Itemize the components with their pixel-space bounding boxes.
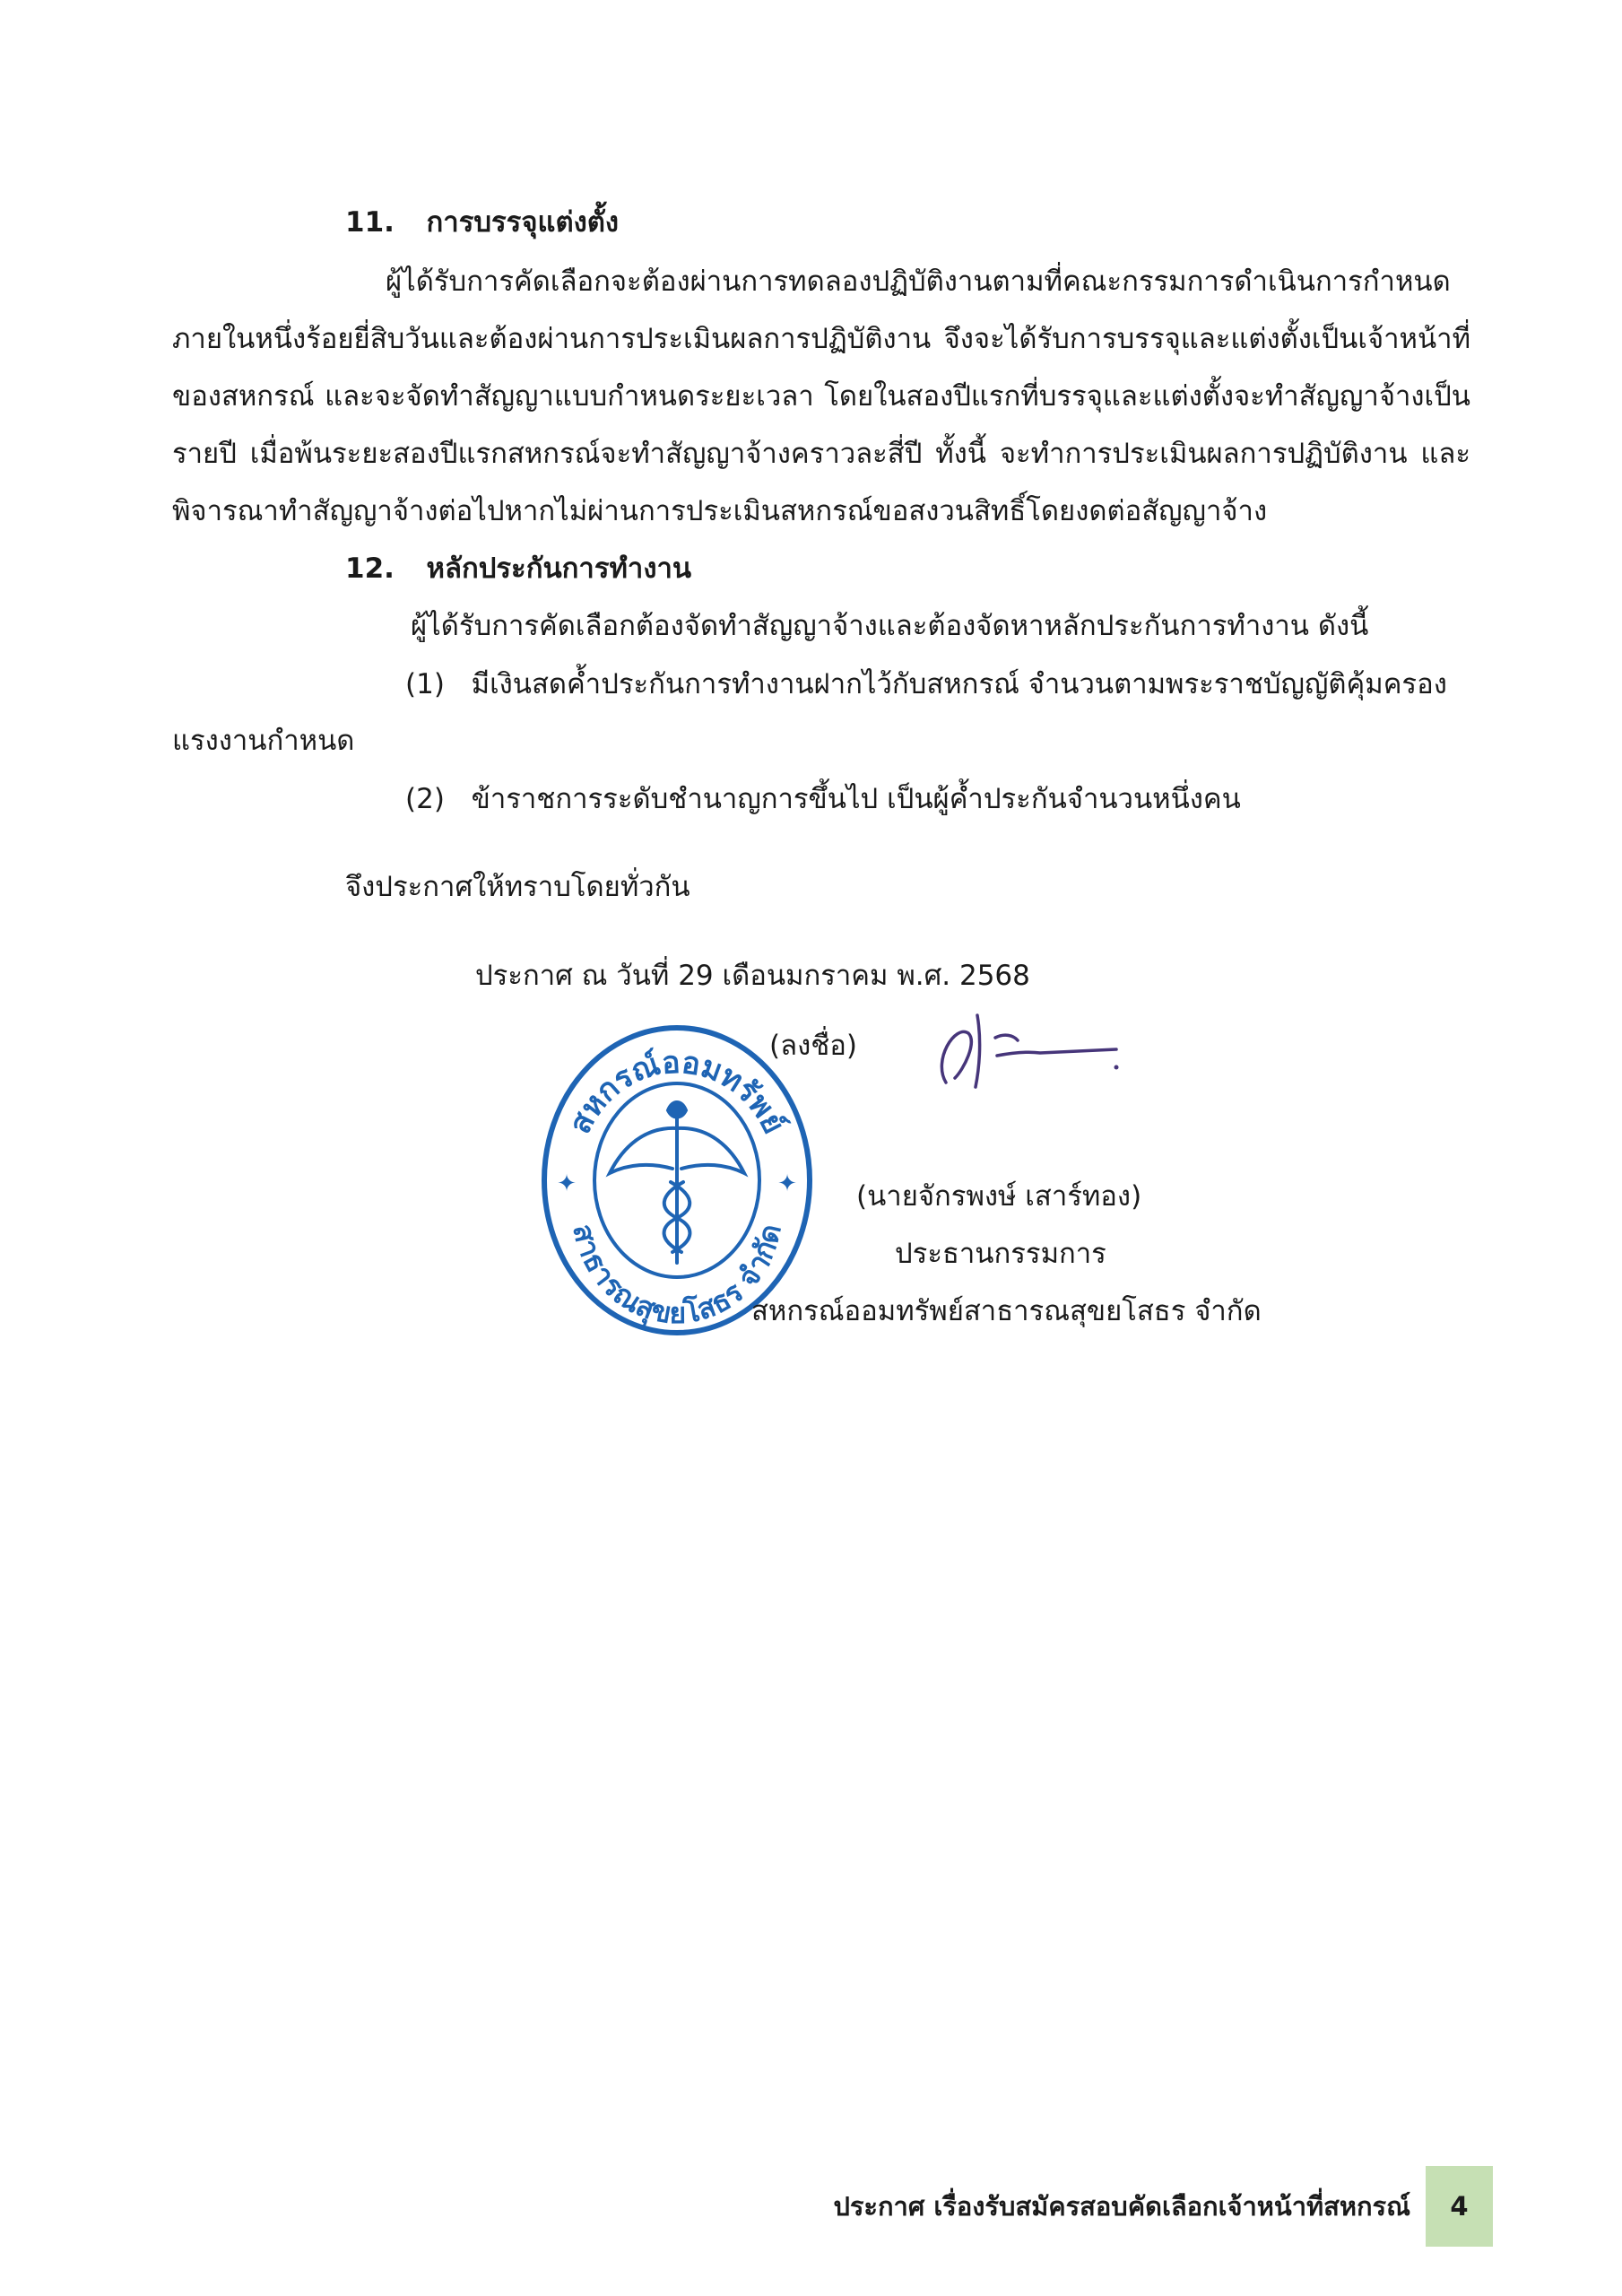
handwritten-signature (915, 997, 1121, 1096)
paragraph-line: ภายในหนึ่งร้อยยี่สิบวันและต้องผ่านการประเมินผลการปฏิบัติงาน จึงจะได้รับการบรรจุและแต่งตั้งเป็นเจ้าหน้าที่ (172, 323, 1470, 355)
paragraph-line: ผู้ได้รับการคัดเลือกจะต้องผ่านการทดลองปฏิบัติงานตามที่คณะกรรมการดำเนินการกำหนด (386, 265, 1451, 298)
section-number: 12. (345, 552, 395, 585)
announcement-date: ประกาศ ณ วันที่ 29 เดือนมกราคม พ.ศ. 2568 (475, 960, 1030, 992)
section-title: การบรรจุแต่งตั้ง (426, 206, 620, 239)
closing-statement: จึงประกาศให้ทราบโดยทั่วกัน (345, 871, 690, 903)
section-12-heading (345, 545, 691, 590)
svg-text:✦: ✦ (557, 1170, 577, 1197)
list-item-continuation: แรงงานกำหนด (172, 725, 355, 757)
list-item-number: (1) (405, 668, 445, 700)
signatory-organization: สหกรณ์ออมทรัพย์สาธารณสุขยโสธร จำกัด (751, 1295, 1262, 1327)
caduceus-emblem-icon (610, 1102, 744, 1263)
paragraph-line: พิจารณาทำสัญญาจ้างต่อไปหากไม่ผ่านการประเมินสหกรณ์ขอสงวนสิทธิ์โดยงดต่อสัญญาจ้าง (172, 495, 1268, 527)
signatory-position: ประธานกรรมการ (895, 1238, 1106, 1270)
svg-text:✦: ✦ (777, 1170, 797, 1197)
signatory-name: (นายจักรพงษ์ เสาร์ทอง) (856, 1180, 1142, 1213)
list-item (405, 776, 1241, 821)
page-footer (0, 2166, 1622, 2247)
list-item (405, 661, 1447, 706)
section-intro: ผู้ได้รับการคัดเลือกต้องจัดทำสัญญาจ้างและต้องจัดหาหลักประกันการทำงาน ดังนี้ (411, 610, 1369, 642)
paragraph-line: รายปี เมื่อพ้นระยะสองปีแรกสหกรณ์จะทำสัญญาจ้างคราวละสี่ปี ทั้งนี้ จะทำการประเมินผลการปฏิบัติงาน และ (172, 438, 1470, 470)
list-item-text: มีเงินสดค้ำประกันการทำงานฝากไว้กับสหกรณ์ จำนวนตามพระราชบัญญัติคุ้มครอง (471, 668, 1447, 700)
section-title: หลักประกันการทำงาน (426, 552, 692, 585)
seal-bottom-text: สาธารณสุขยโสธร จำกัด (566, 1221, 788, 1331)
seal-top-text: สหกรณ์ออมทรัพย์ (561, 1044, 793, 1140)
list-item-number: (2) (405, 783, 445, 815)
sign-label: (ลงชื่อ) (769, 1030, 857, 1062)
signature-block (538, 1013, 1262, 1354)
list-item-text: ข้าราชการระดับชำนาญการขึ้นไป เป็นผู้ค้ำประกันจำนวนหนึ่งคน (471, 783, 1241, 815)
paragraph-line: ของสหกรณ์ และจะจัดทำสัญญาแบบกำหนดระยะเวลา โดยในสองปีแรกที่บรรจุและแต่งตั้งจะทำสัญญาจ้างเป็น (172, 380, 1470, 413)
section-number: 11. (345, 206, 395, 239)
footer-title: ประกาศ เรื่องรับสมัครสอบคัดเลือกเจ้าหน้าที่สหกรณ์ (833, 2191, 1410, 2222)
page-number: 4 (1426, 2166, 1493, 2247)
section-11-heading (345, 199, 619, 244)
